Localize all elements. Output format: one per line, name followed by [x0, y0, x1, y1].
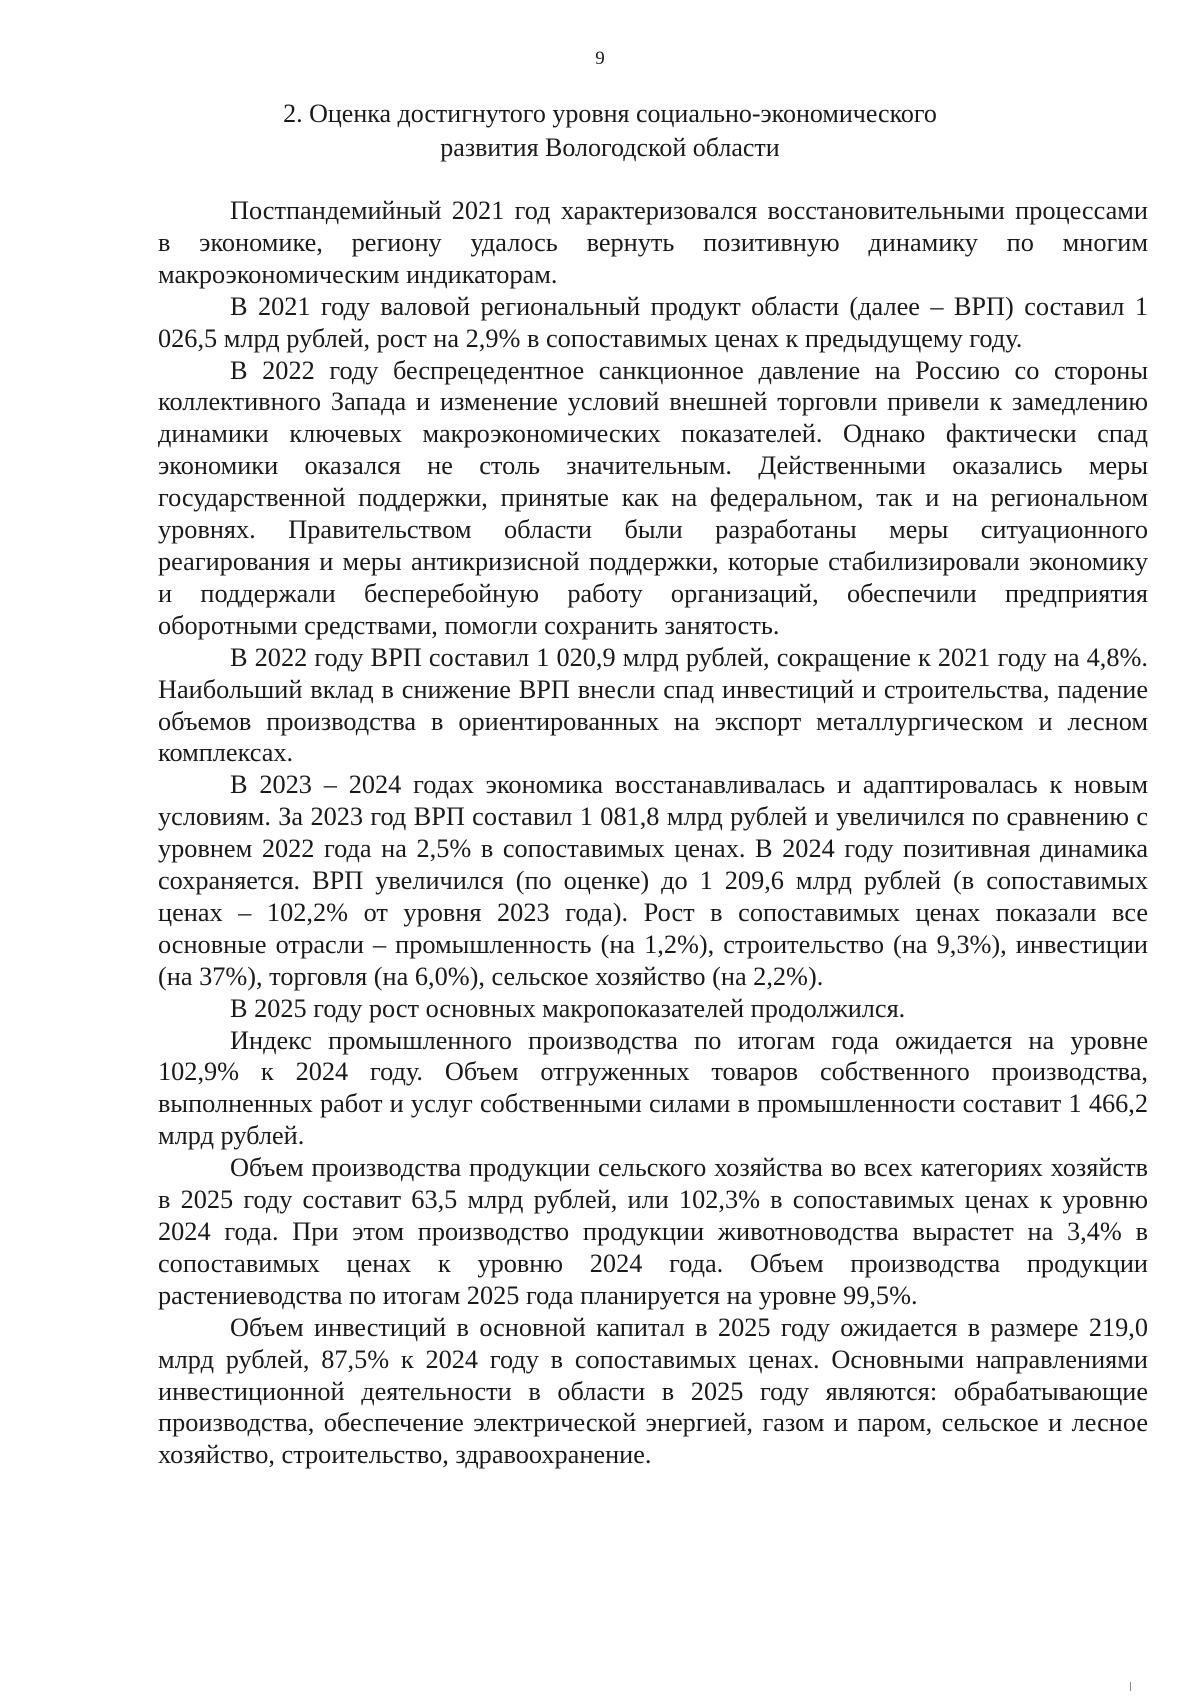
paragraph: В 2023 – 2024 годах экономика восстанавливалась и адаптировалась к новым условиям. За 2023 год ВРП составил 1 081,8 млрд рублей и увеличился по сравнению с уровнем 2022 года на 2,5% в сопоставимых ценах. В 2024 году позитивная динамика сохраняется. ВРП увеличился (по оценке) до 1 209,6 млрд рублей (в сопоставимых ценах – 102,2% от уровня 2023 года). Рост в сопоставимых ценах показали все основные отрасли – промышленность (на 1,2%), строительство (на 9,3%), инвестиции (на 37%), торговля (на 6,0%), сельское хозяйство (на 2,2%).: [158, 770, 1148, 991]
paragraph: В 2021 году валовой региональный продукт области (далее – ВРП) составил 1 026,5 млрд рублей, рост на 2,9% в сопоставимых ценах к предыдущему году.: [158, 291, 1148, 353]
section-title-line-2: развития Вологодской области: [440, 133, 780, 162]
paragraph: В 2022 году ВРП составил 1 020,9 млрд рублей, сокращение к 2021 году на 4,8%. Наибольший вклад в снижение ВРП внесли спад инвестиций и строительства, падение объемов производства в ориентированных на экспорт металлургическом и лесном комплексах.: [158, 642, 1148, 768]
paragraph: Индекс промышленного производства по итогам года ожидается на уровне 102,9% к 2024 году. Объем отгруженных товаров собственного производства, выполненных работ и услуг собственными силами в промышленности составит 1 466,2 млрд рублей.: [158, 1025, 1148, 1151]
paragraph: В 2025 году рост основных макропоказателей продолжился.: [230, 993, 906, 1023]
paragraph: Постпандемийный 2021 год характеризовался восстановительными процессами в экономике, региону удалось вернуть позитивную динамику по многим макроэкономическим индикаторам.: [158, 196, 1148, 289]
page-number: 9: [595, 48, 605, 69]
section-title-line-1: 2. Оценка достигнутого уровня социально-экономического: [283, 99, 937, 128]
paragraph: Объем производства продукции сельского хозяйства во всех категориях хозяйств в 2025 году составит 63,5 млрд рублей, или 102,3% в сопоставимых ценах к уровню 2024 года. При этом производство продукции животноводства вырастет на 3,4% в сопоставимых ценах к уровню 2024 года. Объем производства продукции растениеводства по итогам 2025 года планируется на уровне 99,5%.: [158, 1153, 1148, 1310]
paragraph: В 2022 году беспрецедентное санкционное давление на Россию со стороны коллективного Запада и изменение условий внешней торговли привели к замедлению динамики ключевых макроэкономических показателей. Однако фактически спад экономики оказался не столь значительным. Действенными оказались меры государственной поддержки, принятые как на федеральном, так и на региональном уровнях. Правительством области были разработаны меры ситуационного реагирования и меры антикризисной поддержки, которые стабилизировали экономику и поддержали бесперебойную работу организаций, обеспечили предприятия оборотными средствами, помогли сохранить занятость.: [158, 355, 1148, 640]
section-title: [150, 97, 1070, 165]
scan-mark: [1130, 1682, 1131, 1691]
body-text: [158, 195, 1148, 1471]
paragraph: Объем инвестиций в основной капитал в 2025 году ожидается в размере 219,0 млрд рублей, 87,5% к 2024 году в сопоставимых ценах. Основными направлениями инвестиционной деятельности в области в 2025 году являются: обрабатывающие производства, обеспечение электрической энергией, газом и паром, сельское и лесное хозяйство, строительство, здравоохранение.: [158, 1312, 1148, 1470]
